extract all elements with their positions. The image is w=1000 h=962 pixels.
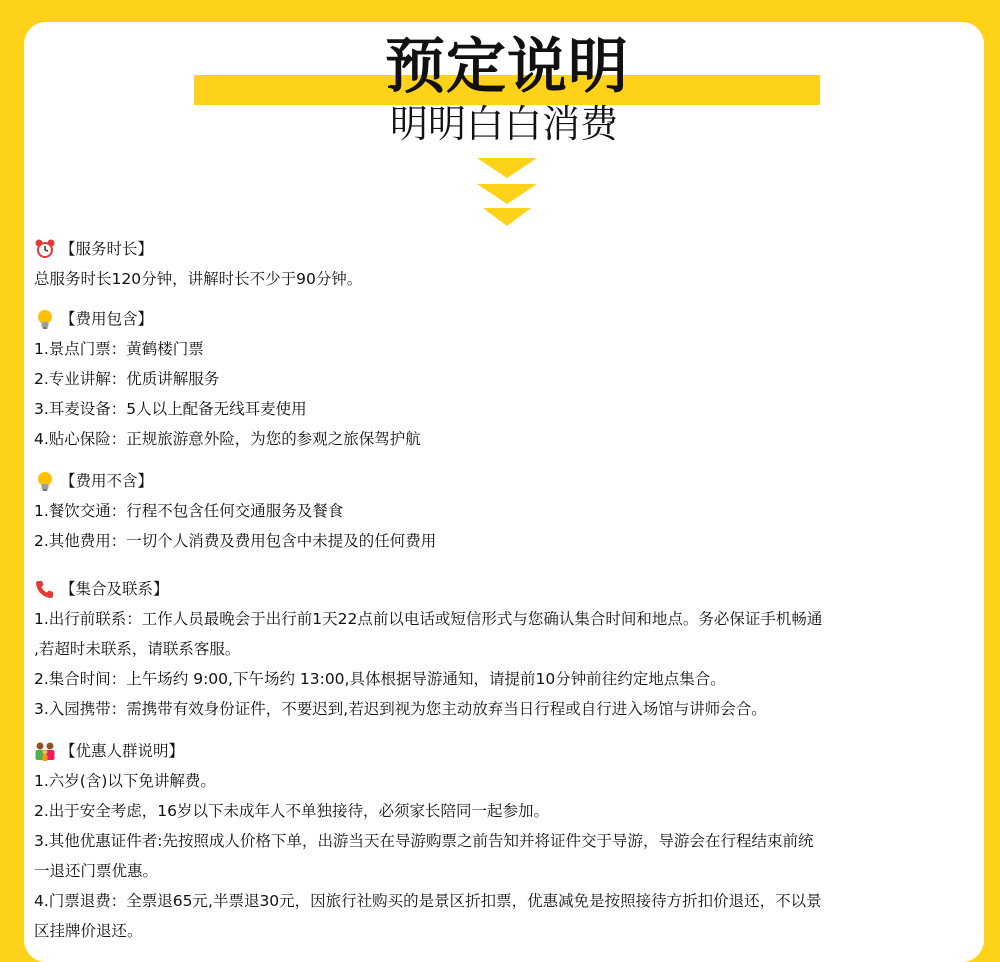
section-line: 总服务时长120分钟，讲解时长不少于90分钟。 [34,270,363,288]
section-header [34,234,976,264]
title-block [194,32,820,102]
telephone-icon [34,578,56,600]
section-line: 2.出于安全考虑，16岁以下未成年人不单独接待，必须家长陪同一起参加。 [34,802,550,820]
section-line: 区挂牌价退还。 [34,922,143,940]
section-discount-groups [34,736,976,946]
section-line: 1.餐饮交通：行程不包含任何交通服务及餐食 [34,502,344,520]
section-fee-excludes [34,466,976,556]
people-group-icon [34,740,56,762]
section-heading: 【服务时长】 [60,240,154,258]
section-header [34,574,976,604]
section-fee-includes [34,304,976,454]
section-service-duration [34,234,976,294]
section-heading: 【费用不含】 [60,472,154,490]
section-line: 4.贴心保险：正规旅游意外险，为您的参观之旅保驾护航 [34,430,421,448]
light-bulb-icon [34,308,56,330]
booking-info-card [24,22,984,962]
section-heading: 【优惠人群说明】 [60,742,185,760]
section-line: 一退还门票优惠。 [34,862,159,880]
section-line: ,若超时未联系，请联系客服。 [34,640,241,658]
light-bulb-icon [34,470,56,492]
section-line: 4.门票退费：全票退65元,半票退30元，因旅行社购买的是景区折扣票，优惠减免是按照接待方折扣价退还，不以景 [34,892,822,910]
page-subtitle: 明明白白消费 [389,102,618,146]
alarm-clock-icon [34,238,56,260]
info-content [34,234,976,958]
section-line: 3.入园携带：需携带有效身份证件，不要迟到,若迟到视为您主动放弃当日行程或自行进入场馆与讲师会合。 [34,700,767,718]
section-line: 1.景点门票：黄鹤楼门票 [34,340,204,358]
page-title: 预定说明 [385,32,629,102]
section-line: 2.集合时间：上午场约 9:00,下午场约 13:00,具体根据导游通知，请提前10分钟前往约定地点集合。 [34,670,726,688]
section-line: 1.出行前联系：工作人员最晚会于出行前1天22点前以电话或短信形式与您确认集合时间和地点。务必保证手机畅通 [34,610,823,628]
section-header [34,736,976,766]
section-heading: 【费用包含】 [60,310,154,328]
section-line: 1.六岁(含)以下免讲解费。 [34,772,216,790]
section-line: 3.其他优惠证件者:先按照成人价格下单，出游当天在导游购票之前告知并将证件交于导游，导游会在行程结束前统 [34,832,814,850]
section-line: 2.专业讲解：优质讲解服务 [34,370,220,388]
section-line: 3.耳麦设备：5人以上配备无线耳麦使用 [34,400,307,418]
section-heading: 【集合及联系】 [60,580,169,598]
chevron-down-icon [477,158,537,228]
section-line: 2.其他费用：一切个人消费及费用包含中未提及的任何费用 [34,532,437,550]
section-gathering-contact [34,574,976,724]
section-header [34,304,976,334]
section-header [34,466,976,496]
